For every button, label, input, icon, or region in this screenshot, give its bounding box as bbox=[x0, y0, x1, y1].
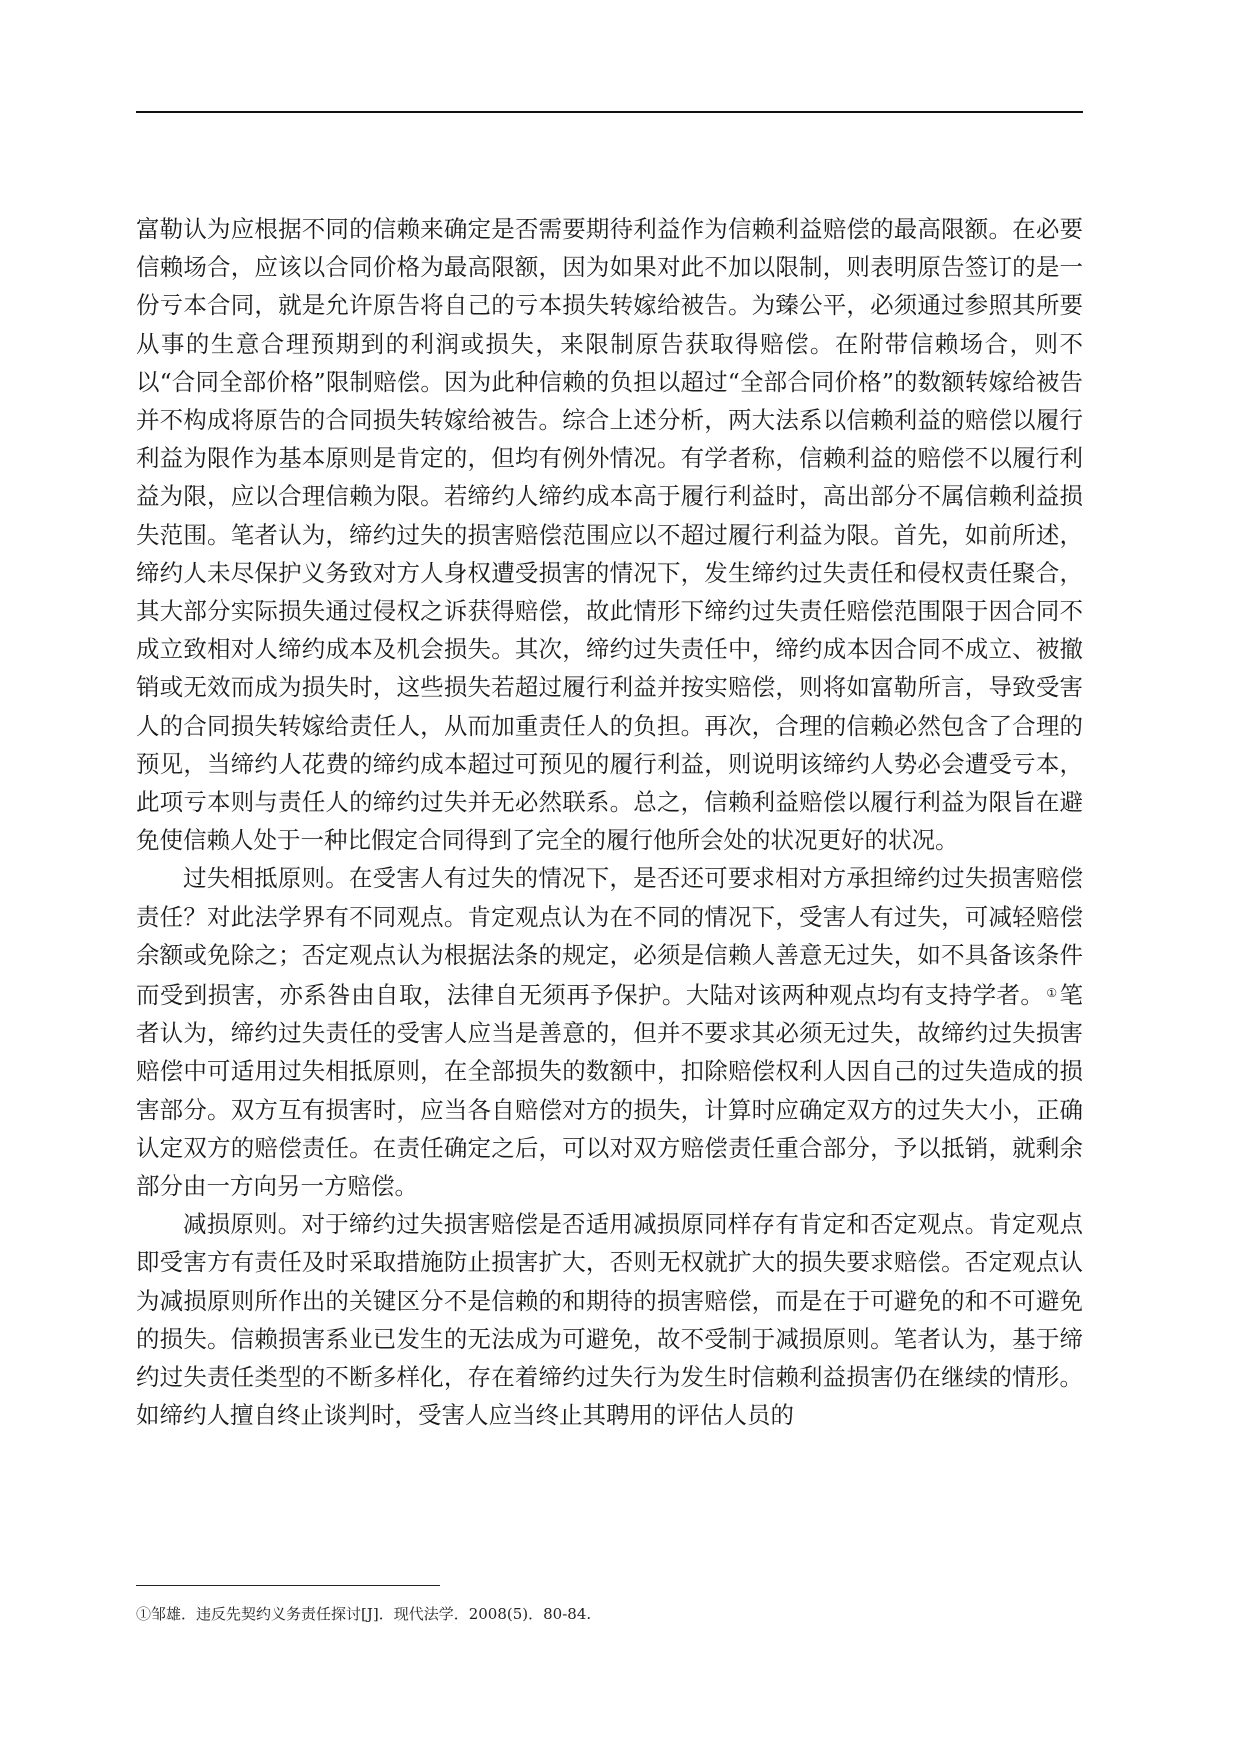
header-rule bbox=[136, 111, 1083, 113]
paragraph-comparative-negligence bbox=[136, 859, 1083, 1205]
footnote-rule bbox=[136, 1585, 440, 1586]
paragraph-text: 笔者认为，缔约过失责任的受害人应当是善意的，但并不要求其必须无过失，故缔约过失损害赔偿中可适用过失相抵原则，在全部损失的数额中，扣除赔偿权利人因自己的过失造成的损害部分。双方互有损害时，应当各自赔偿对方的损失，计算时应确定双方的过失大小，正确认定双方的赔偿责任。在责任确定之后，可以对双方赔偿责任重合部分，予以抵销，就剩余部分由一方向另一方赔偿。 bbox=[136, 981, 1084, 1201]
body-text bbox=[136, 210, 1083, 1435]
footnote-reference[interactable]: ① bbox=[1046, 986, 1058, 1001]
footnote: ①邹雄．违反先契约义务责任探讨[J]．现代法学．2008(5)．80-84. bbox=[136, 1605, 592, 1623]
paragraph-reliance-interest: 富勒认为应根据不同的信赖来确定是否需要期待利益作为信赖利益赔偿的最高限额。在必要信赖场合，应该以合同价格为最高限额，因为如果对此不加以限制，则表明原告签订的是一份亏本合同，就是允许原告将自己的亏本损失转嫁给被告。为臻公平，必须通过参照其所要从事的生意合理预期到的利润或损失，来限制原告获取得赔偿。在附带信赖场合，则不以“合同全部价格”限制赔偿。因为此种信赖的负担以超过“全部合同价格”的数额转嫁给被告并不构成将原告的合同损失转嫁给被告。综合上述分析，两大法系以信赖利益的赔偿以履行利益为限作为基本原则是肯定的，但均有例外情况。有学者称，信赖利益的赔偿不以履行利益为限，应以合理信赖为限。若缔约人缔约成本高于履行利益时，高出部分不属信赖利益损失范围。笔者认为，缔约过失的损害赔偿范围应以不超过履行利益为限。首先，如前所述，缔约人未尽保护义务致对方人身权遭受损害的情况下，发生缔约过失责任和侵权责任聚合，其大部分实际损失通过侵权之诉获得赔偿，故此情形下缔约过失责任赔偿范围限于因合同不成立致相对人缔约成本及机会损失。其次，缔约过失责任中，缔约成本因合同不成立、被撤销或无效而成为损失时，这些损失若超过履行利益并按实赔偿，则将如富勒所言，导致受害人的合同损失转嫁给责任人，从而加重责任人的负担。再次，合理的信赖必然包含了合理的预见，当缔约人花费的缔约成本超过可预见的履行利益，则说明该缔约人势必会遭受亏本，此项亏本则与责任人的缔约过失并无必然联系。总之，信赖利益赔偿以履行利益为限旨在避免使信赖人处于一种比假定合同得到了完全的履行他所会处的状况更好的状况。 bbox=[136, 215, 1083, 855]
paragraph-mitigation: 减损原则。对于缔约过失损害赔偿是否适用减损原同样存有肯定和否定观点。肯定观点即受害方有责任及时采取措施防止损害扩大，否则无权就扩大的损失要求赔偿。否定观点认为减损原则所作出的关键区分不是信赖的和期待的损害赔偿，而是在于可避免的和不可避免的损失。信赖损害系业已发生的无法成为可避免，故不受制于减损原则。笔者认为，基于缔约过失责任类型的不断多样化，存在着缔约过失行为发生时信赖利益损害仍在继续的情形。如缔约人擅自终止谈判时，受害人应当终止其聘用的评估人员的 bbox=[136, 1210, 1083, 1430]
paragraph-text: 过失相抵原则。在受害人有过失的情况下，是否还可要求相对方承担缔约过失损害赔偿责任？对此法学界有不同观点。肯定观点认为在不同的情况下，受害人有过失，可减轻赔偿余额或免除之；否定观点认为根据法条的规定，必须是信赖人善意无过失，如不具备该条件而受到损害，亦系咎由自取，法律自无须再予保护。大陆对该两种观点均有支持学者。 bbox=[136, 864, 1083, 1010]
